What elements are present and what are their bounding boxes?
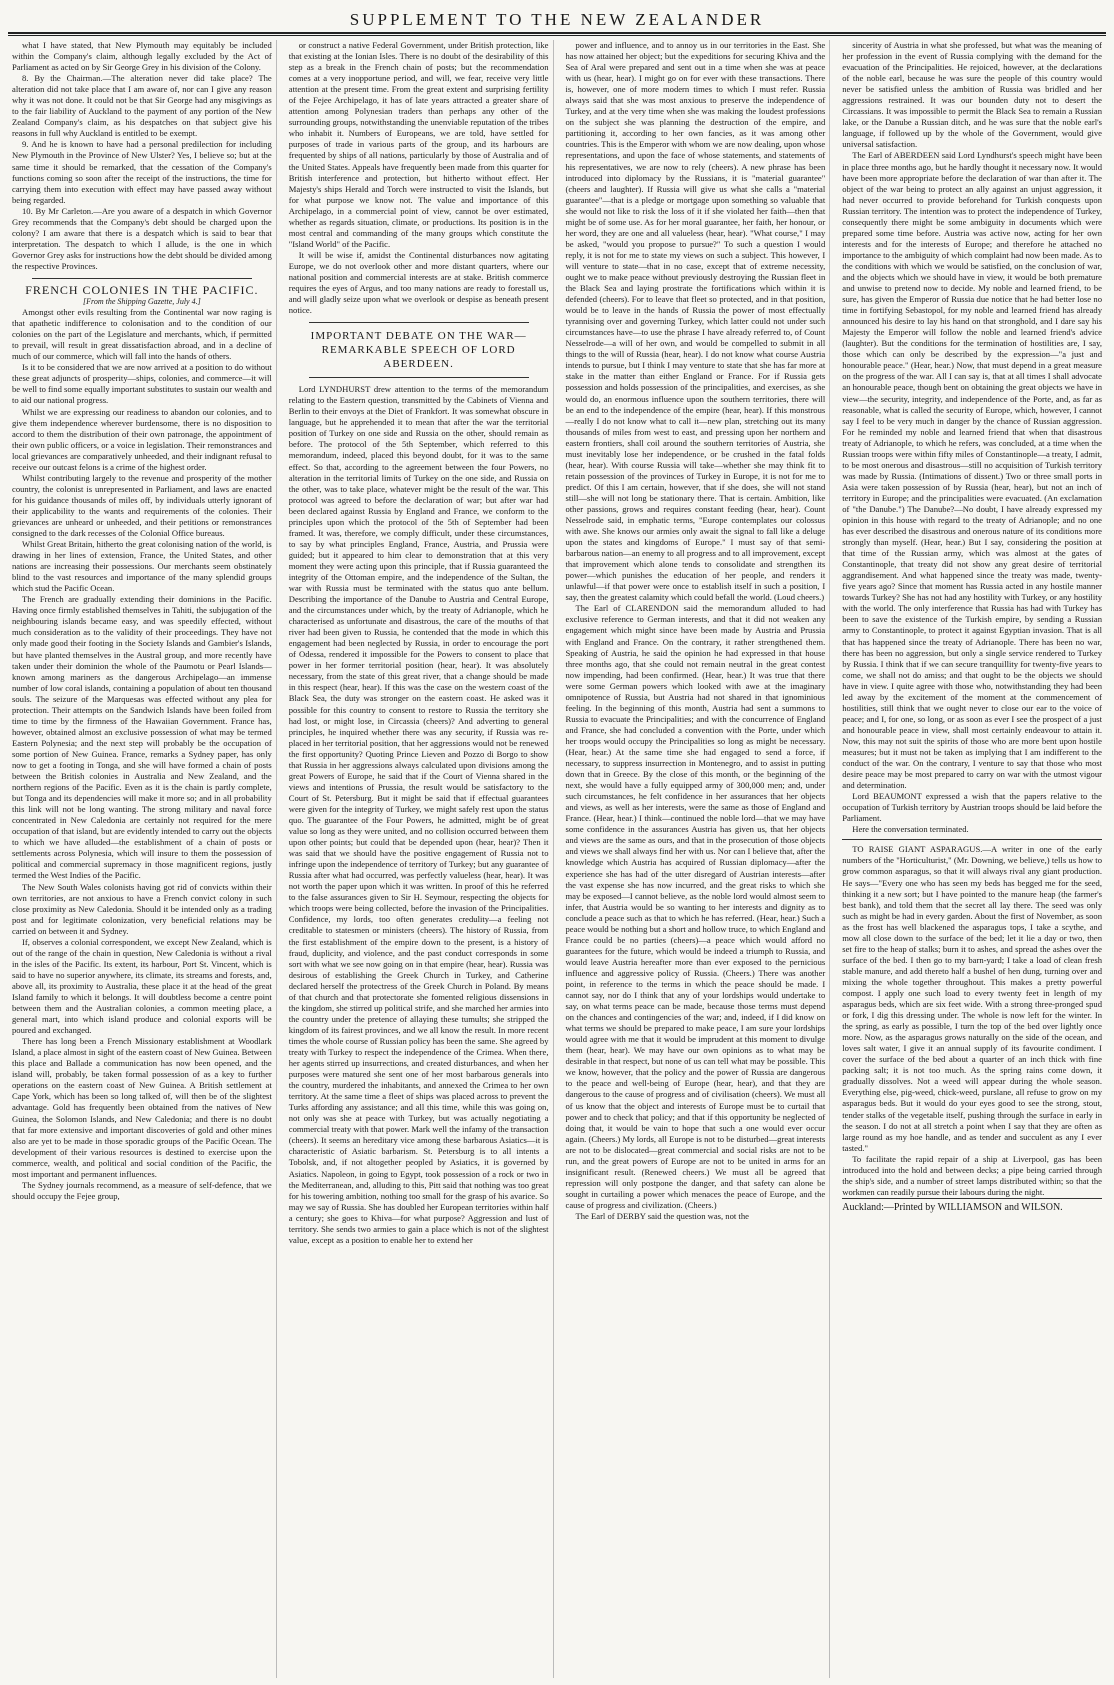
- paragraph: The Earl of CLARENDON said the memorandum alluded to had exclusive reference to German interests, and that it did not weaken any engagement which might since have been made by Austria and Prussia with England and France. On the contrary, it rather strengthened them. Speaking of Austria, he said the opinion he had expressed in that house three months ago, that she could not remain neutral in the great contest now impending, had been confirmed. (Hear, hear.) It was true that there were some German powers which looked with awe at the imaginary omnipotence of Russia, but Austria had not shared in that ignominious feeling. In the beginning of this month, Austria had sent a summons to Russia to evacuate the Principalities; and with the concurrence of England and France, she had concluded a convention with the Porte, under which her troops would occupy the Principalities so long as might be necessary. (Hear, hear.) At the same time she had engaged to send a force, if necessary, to suppress insurrection in Montenegro, and to assist in putting down that in Greece. By the close of this month, or the beginning of the next, she would have a fully equipped army of 300,000 men; and, under such circumstances, he felt confidence in her assurances that her objects and views, as well as her interests, were the same as those of England and France. (Hear, hear.) I think—continued the noble lord—that we may have some confidence in the assurances Austria has given us, that her objects and views are the same as ours, and that in the prosecution of those objects and views we shall always find her with us. Nor can I believe that, after the knowledge which Austria has acquired of Russian diplomacy—after the experience she has had of the utter disregard of Austrian interests—after the vast expense she has now incurred, and the great risks to which she may be exposed—I cannot believe, as the noble lord would almost seem to infer, that Austria would be so wanting to her interests and dignity as to conclude a peace such as that to which he has referred. (Hear, hear.) Such a peace would be nothing but a short and hollow truce, to which England and France could be no parties (cheers)—a peace which would afford no guarantees for the future, which would be indeed a triumph to Russia, and would leave Austria hereafter more than ever exposed to the pernicious influence and aggressive policy of Russia. (Cheers.) There was another point, in reference to the terms in which the peace should be made. I cannot say, nor do I think that any of your lordships would undertake to say, on what terms peace can be made, because those terms must depend on the chances and contingencies of the war; and, indeed, if I did know on what terms we should be prepared to make peace, I am sure your lordships would agree with me that it would be imprudent at this moment to divulge them (hear, hear). We may have our own opinions as to what may be desirable in that respect, but none of us can tell what may be possible. This we know, however, that the policy and the power of Russia are dangerous to the peace and well-being of Europe (hear, hear), and that they are dangerous to the cause of progress and of civilisation (cheers). We must all of us know that the object and interests of Europe must be to curtail that power and to check that policy; and that if this opportunity be neglected of doing that, it would be vain to hope that such a one would ever occur again. (Cheers.) My lords, all Europe is not to be disturbed—great interests are not to be dislocated—great commercial and social risks are not to be run, and the great powers of Europe are not to be united in arms for an insignificant result. (Renewed cheers.) We must all be agreed that repression will only postpone the danger, and that safety can alone be sought in curtailing a power which menaces the peace of Europe, and the cause of progress and civilization. (Cheers.): [565, 603, 826, 1210]
- section-divider: [309, 377, 529, 378]
- paragraph: Here the conversation terminated.: [852, 824, 969, 835]
- columns: [8, 40, 1106, 1678]
- paragraph: sincerity of Austria in what she professed, but what was the meaning of her profession in the event of Russia complying with the demand for the evacuation of the Principalities. He rejoiced, however, at the declarations of the noble earl, because he was sure the people of this country would never be satisfied unless the ambition of Russia was bridled and her aggressions restrained. It was our bounden duty not to desert the Circassians. It was impossible to permit the Black Sea to remain a Russian lake, or the Danube a Russian ditch, and he was sure that the noble earl's language, if followed up by the whole of the Government, would give universal satisfaction.: [842, 40, 1102, 150]
- column-4: [838, 40, 1106, 1678]
- masthead-rule: [8, 32, 1106, 34]
- section-divider: [842, 839, 1102, 840]
- section-divider: [32, 278, 252, 279]
- article-headline-debate: IMPORTANT DEBATE ON THE WAR—REMARKABLE SPEECH OF LORD ABERDEEN.: [310, 330, 527, 371]
- paragraph: Lord LYNDHURST drew attention to the terms of the memorandum relating to the Eastern question, transmitted by the Cabinets of Vienna and Berlin to their envoys at the Diet of Frankfort. It was somewhat obscure in language, but he apprehended it to mean that after the war the territorial position of Turkey on one side and Russia on the other, should remain as before. The protocol of the 5th September, which referred to this memorandum, indeed, placed this beyond doubt, for it was to the same effect. So that, according to the agreement between the four Powers, no alteration in the territorial limits of Turkey on the one side, and Russia on the other, was to take place, whatever might be the result of the war. This protocol was agreed to before the declaration of war; but after war had been declared against Russia by England and France, we conform to the principles upon which the protocol of the 5th of September had been framed. It was, therefore, we comply difficult, under these circumstances, to say by what principles England, France, Austria, and Prussia were guided; but it appeared to him clear to demonstration that at this very moment they were acting upon this principle, that if Russia guaranteed the integrity of the Ottoman empire, and the independence of the Sultan, the war with Russia must be terminated with the status quo ante bellum. Describing the importance of the Danube to Austria and Central Europe, and the circumstances under which, by the treaty of Adrianople, which he characterised as unfortunate and disastrous, the care of the mouths of that river had been given to Russia, he contended that the mode in which this engagement had been neglected by Russia, in order to encourage the port of Odessa, rendered it impossible for the Powers to consent to place that power in her former territorial position (hear, hear). It was absolutely necessary, from the state of this great river, that a change should be made in this respect (hear, hear). If this was the case on the western coast of the Black Sea, the duty was stronger on the eastern coast. He asked was it possible for this country to consent to restore to Russia the territory she had lost, or might lose, in Circassia (cheers)? And adverting to general principles, he inquired whether there was any security, if Russia was re-placed in her territorial position, that her aggressions would not be renewed the first opportunity? Quoting Prince Lieven and Pozzo di Borgo to show that Russia in her aggressions always calculated upon divisions among the great Powers of Europe, he said that if the Court of Vienna shared in the views and intentions of Prussia, the result would be satisfactory to the Court of St. Petersburg. But it might be said that if effectual guarantees were given for the integrity of Turkey, we might safely rest upon the status quo. The guarantee of the Four Powers, he admitted, might be of great value so long as they were united, and no collision occurred between them upon other points; but could that be depended upon (hear, hear)? Then it was said that we should have the positive engagement of Russia not to infringe upon the independence of territory of Turkey; but any guarantee of Russia after what had occurred, was perfectly valueless (hear, hear). It was not worth the paper upon which it was written. In proof of this he referred to the false assurances given to Sir H. Seymour, respecting the objects for which troops were being collected, before the invasion of the Principalities. Confidence, my lords, too often generates credulity—a feeling not creditable to statesmen or ministers (cheers). The history of Russia, from the first establishment of the empire down to the present, is a history of fraud, duplicity, and violence, and the past conduct corresponds in some sort with what we see now going on in that empire (hear, hear). Russia was desirous of establishing the Greek Church in Turkey, and Catherine declared herself the protectress of the Greek Church in Poland. By means of that church and that protectorate she fomented religious dissensions in the kingdom, she stirred up political strife, and she marched her armies into the country under the pretence of allaying these tumults; she stripped the kingdom of its fairest provinces, and we all know the result. In more recent times the whole course of Russian policy has been the same. She agreed by treaty with Turkey to respect the independence of the Crimea. When there, her agents stirred up insurrections, and created disturbances, and when her purposes were matured she sent one of her most barbarous generals into the country, murdered the inhabitants, and annexed the Crimea to her own territory. At the same time a fleet of ships was placed across to prevent the Turks affording any assistance; and all this time, while this was going on, not only was she at peace with Turkey, but was actually negotiating a commercial treaty with that power. Mark well the infamy of the transaction (cheers). It seems an hereditary vice among these barbarous Asiatics—it is characteristic of Asiatic barbarism. St. Petersburg is to all intents a Tobolsk, and, if not altogether peopled by Asiatics, it is governed by Asiatics. Napoleon, in going to Egypt, took possession of a rock or two in the Mediterranean, and, alluding to this, Pitt said that nothing was too great for his towering ambition, nothing too small for the grasp of his avarice. So may we say of Russia. She has doubled her European territories within half a century; she goes to Khiva—for what purpose? Aggression and lust of territory. She sends two armies to gain a place which is not of the slightest value, except as a position to enable her to extend her: [288, 384, 549, 1245]
- masthead-rule-thin: [8, 35, 1106, 36]
- masthead: SUPPLEMENT TO THE NEW ZEALANDER: [349, 10, 765, 29]
- paragraph: Whilst Great Britain, hitherto the great colonising nation of the world, is drawing in her lines of extension, France, the United States, and other nations are increasing their possessions. Our merchants seem obstinately blind to the vast resources and importance of the many splendid groups which stud the Pacific Ocean.: [12, 539, 272, 594]
- section-divider: [309, 322, 529, 323]
- paragraph: 8. By the Chairman.—The alteration never did take place? The alteration did not take place that I am aware of, nor can I give any reason why it was not done. It could not be that Sir George had any misgivings as to the fair liability of Auckland to the payment of any portion of the New Zealand Company's claim, as his despatches on that subject give his reasons in full why Auckland is entitled to be exempt.: [12, 73, 272, 139]
- paragraph: 9. And he is known to have had a personal predilection for including New Plymouth in the Province of New Ulster? Yes, I believe so; but at the same time it should be remarked, that the cessation of the Company's functions coming so soon after the receipt of the instructions, the time for carrying them into execution with effect may have passed away without being regarded.: [12, 139, 272, 205]
- paragraph: power and influence, and to annoy us in our territories in the East. She has now attained her object; but the expeditions for securing Khiva and the Sea of Aral were prepared and sent out in a time when she was at peace with us (hear, hear). I might go on for ever with these transactions. There is, however, one of more modern times to which I must refer. Russia always said that she was most anxious to preserve the independence of Turkey, and at the very time when she was making the loudest professions on the subject she was planning the destruction of the empire, and partitioning it, according to her own fancies, as it was among other countries. This is the Emperor with whom we are now dealing, upon whose representations, and upon the face of whose statements, and statements of his representatives, we are now to rely (cheers). A new phrase has been introduced into diplomacy by the Russians, it is "material guarantee" (cheers and laughter). If Russia will give us what she calls a "material guarantee"—that is a pledge or mortgage upon something so valuable that she would not like to risk the loss of it if she violated her faith—then that might be of some use. As for her moral guarantee, her faith, her honour, or her word, they are one and all valueless (hear, hear). "What course," I may be asked, "would you propose to pursue?" To such a question I would reply, it is not for me to state my views on such a subject. This however, I will venture to state—that in no case, except that of extreme necessity, ought we to make peace without previously destroying the Russian fleet in the Black Sea and laying prostrate the fortifications which within it is defended (cheers). For to leave that fleet so protected, and in that position, would be to leave in the hands of Russia the power of most effectually tyrannising over and governing Turkey, which latter could not under such circumstances have—to use the phrase I have already referred to, of Count Nesselrode—a will of her own, and would be compelled to submit in all things to the will of Russia (hear, hear). I do not know what course Austria intends to pursue, but I think I may venture to state that she has far more at stake in the matter than either England or France. For if Russia gets possession and holds possession of the principalities, and exercises, as she would do, an enormous influence upon the southern territories, there will be an end to the independence of the empire (hear, hear). If this monstrous—really I do not know what to call it—new plan, stretching out its many thousands of miles from west to east, and pressing upon her northern and eastern frontiers, shall coil around the southern territories of Austria, she must inevitably lose her independence, or be crushed in the fatal folds (hear, hear). With course Russia will take—whether she may think fit to retain possession of the provinces of Turkey in Europe, it is not for me to predict. Of this I am certain, however, that if she does, she will not stand still—she will not long be stationary there. That is certain. Ambition, like other passions, grows and requires constant feeding (hear, hear). Count Nesselrode said, in emphatic terms, "Europe contemplates our colossus with awe. She knows our armies only await the signal to fall like a deluge upon the states and kingdoms of Europe." I must say of that semi-barbarous nation—an enemy to all progress and to all improvement, except that improvement which alone tends to consolidate and strengthen its power—which punishes the education of her people, and renders it unlawful—if that power were once to establish itself in such a position, I say, then the greatest calamity which could befall the world. (Loud cheers.): [565, 40, 826, 603]
- paragraph: Whilst we are expressing our readiness to abandon our colonies, and to give them independence wherever burdensome, there is no disposition to accord to them the distribution of their own patronage, the appointment of their own public officers, or a voice in legislation. Their remonstrances and local grievances are comparatively unheeded, and their indignant refusal to receive our outcast felons is a crime of the highest order.: [12, 406, 272, 472]
- article-source: [From the Shipping Gazette, July 4.]: [83, 297, 201, 307]
- paragraph: The Earl of ABERDEEN said Lord Lyndhurst's speech might have been in place three months ago, but he hardly thought it necessary now. It would have been more appropriate before the declaration of war than after it. The object of the war being to protect an ally against an unjust aggression, it had never occurred to provide beforehand for Turkish conquests upon Russian territory. The intention was to protect the independence of Turkey, consequently there might be some ambiguity in documents which were prepared some time before. Austria was active now, acting for her own interests and for the interests of Europe; and therefore he attached no importance to the ambiguity of which complaint had now been made. As to the conditions with which we would be satisfied, on the conclusion of war, and the objects which we should have in view, it would be both premature and unwise to pretend now to decide. My noble and learned friend, to be sure, has given the Emperor of Russia due notice that he had better lose no time in fortifying Sebastopol, for my noble and learned friend has already announced his desire to lay his hand on that stronghold, and I dare say his Majesty the Emperor will follow the noble and learned friend's advice (laughter). But the conditions for the termination of hostilities are, I say, those which can only be described by the expression—"a just and honourable peace." (Hear, hear.) Now, that must depend in a great measure on the progress of the war. All I can say is, that at all times I shall advocate an honourable peace, though bent on obtaining the great objects we have in view—the security, integrity, and independence of the Porte, and, as far as reasonable, what is called the security of Europe, which, however, I cannot say I feel to be very much in danger by the chance of Russian aggression. For he reminded my noble and learned friend that when that disastrous treaty of Adrianople, to which he refers, was concluded, at a time when the Russian troops were within fifty miles of Constantinople—a treaty, I admit, to be most onerous and disastrous—still no acquisition of Turkish territory was made by Russia. (Intimations of dissent.) Two or three small ports in Asia were taken possession of by Russia (hear, hear), but not an inch of territory in Europe; and the principalities were evacuated. (An exclamation of "the Danube.") The Danube?—No doubt, I have already expressed my opinion in this house with regard to the treaty of Adrianople; and no one has ever described the disastrous and onerous nature of its conditions more strongly than myself. (Hear, hear.) But I say, considering the position at that time of the Russian army, which was almost at the gates of Constantinople, that treaty did not show any great desire of territorial aggrandisement. And what happened since the treaty was made, twenty-five years ago? Since that moment has Russia acted in any hostile manner towards Turkey? She has not had any hostility with Turkey, or any hostility with the world. The only interference that Russia has had with Turkey has been to save the existence of the Turkish empire, by sending a Russian army to Constantinople, to protect it against Egyptian invasion. That is all that has happened since the treaty of Adrianople. There has been no war, there has been no aggression, but only a single service rendered to Turkey by Russia. I think that if we can secure tranquillity for twenty-five years to come, we shall not do amiss; and that ought to be the objects we should have in view. I quite agree with those who, notwithstanding they had been led away by the excitement of the moment at the commencement of hostilities, still think that we ought never to close our ear to the voice of peace; and I, for one, so long, or as soon as ever I see the prospect of a just and honourable peace in view, shall most certainly endeavour to attain it. Now, this may not suit the spirits of those who are more bent upon hostile measures; but it must not be taken as implying that I am indifferent to the conduct of the war. On the contrary, I venture to say that those who most desire peace may be most prepared to carry on war with the utmost vigour and determination.: [842, 150, 1102, 791]
- paragraph: The French are gradually extending their dominions in the Pacific. Having once firmly established themselves in Tahiti, the subjugation of the neighbouring islands became easy, and was speedily effected, without much consideration as to the validity of their proceedings. They have not only made good their footing in the Society Islands and Gambier's Islands, but have planted themselves in the Austral group, and more recently have taken under their dominion the whole of the Paumotu or Pearl Islands—known among mariners as the dangerous Archipelago—an immense number of low coral islands, containing a population of about ten thousand souls. The seizure of the Marquesas was effected without any plea for protection. Their attempts on the Sandwich Islands have been foiled from time to time by the firmness of the Hawaiian Government. France has, however, obtained almost an exclusive possession of what may be termed Eastern Polynesia; and the next step will probably be the occupation of some portion of New Guinea. France, remarks a Sydney paper, has only now to get a footing in Tonga, and she will have formed a chain of posts between the British colonies in Australia and New Zealand, and the northern regions of the Pacific. Even as it is the chain is partly complete, but Tonga and its dependencies will make it more so; and in all probability this link will not be long wanting. The strong military and naval force concentrated in New Caledonia are certainly not required for the mere occupation of that island, but are evidently intended to carry out the objects to which we have alluded—the establishment of a chain of posts or settlements across Polynesia, which will insure to them the possession of political and commercial supremacy in those magnificent regions, justly termed the West Indies of the Pacific.: [12, 594, 272, 881]
- paragraph: Amongst other evils resulting from the Continental war now raging is that apathetic indifference to colonisation and to the condition of our colonies on the part of the Legislature and merchants, which, if permitted to prevail, will result in great dissatisfaction abroad, and in a decline of much of our commerce, which will fall into the hands of others.: [12, 307, 272, 362]
- paragraph: what I have stated, that New Plymouth may equitably be included within the Company's claim, although legally excluded by the Act of Parliament as acted on by Sir George Grey in his division of the Colony.: [12, 40, 272, 73]
- paragraph: The New South Wales colonists having got rid of convicts within their own territories, are not anxious to have a French convict colony in such close proximity as New Caledonia. Should it be intended only as a trading post and for legitimate colonization, very beneficial relations may be carried on between it and Sydney.: [12, 881, 272, 936]
- paragraph: Whilst contributing largely to the revenue and prosperity of the mother country, the colonist is unrepresented in Parliament, and laws are enacted for his guidance thousands of miles off, by individuals utterly ignorant of their applicability to the wants and requirements of the colonies. Their grievances are unheard or unheeded, and their petitions or remonstrances consigned to the dark recesses of the Colonial Office bureaus.: [12, 472, 272, 539]
- paragraph: There has long been a French Missionary establishment at Woodlark Island, a place almost in sight of the eastern coast of New Guinea. Between this place and Ballade a communication has now been opened, and the island will, probably, be taken formal possession of as a key to further operations on the eastern coast of New Guinea. A British settlement at Cape York, which has been so long talked of, will then be of the slightest advantage. Gold has frequently been obtained from the natives of New Guinea, the Solomon Islands, and New Caledonia; and there is no doubt that far more extensive and important discoveries of gold and other mines also are yet to be made in those sporadic groups of the Pacific Ocean. The development of their various resources is destined to exercise upon the commerce, wealth, and political and social condition of the Pacific, the most important and permanent influences.: [12, 1036, 272, 1179]
- paragraph: If, observes a colonial correspondent, we except New Zealand, which is out of the range of the chain in question, New Caledonia is without a rival in the isles of the Pacific. Its extent, its harbour, Port St. Vincent, which is said to have no superior anywhere, its climate, its streams and forests, and, above all, its proximity to Australia, these place it at the head of the great Island family to which it belongs. It will doubtless become a centre point between them and the Australian colonies, a common meeting place, a general mart, into which island produce and colonial exports will be poured and exchanged.: [12, 936, 272, 1036]
- paragraph: Lord BEAUMONT expressed a wish that the papers relative to the occupation of Turkish territory by Austrian troops should be laid before the Parliament.: [842, 791, 1102, 824]
- column-1: [8, 40, 277, 1678]
- printer-imprint: Auckland:—Printed by WILLIAMSON and WILSON.: [842, 1198, 1102, 1213]
- paragraph: or construct a native Federal Government, under British protection, like that existing at the Ionian Isles. There is no doubt of the desirability of this step as a break in the French chain of posts; but the recommendation comes at a very inopportune period, and will, we fear, receive very little attention at the present time. From the great extent and surprising fertility of the Fejee Archipelago, it has of late years attracted a greater share of attention among Polynesian traders than perhaps any other of the surrounding groups, notwithstanding the unenviable reputation of the tribes who inhabit it. Numbers of Europeans, we are told, have settled for purposes of trade in various parts of the group, and its harbours are frequented by ships of all nations, particularly by those of Australia and of the United States. Appeals have frequently been made from this quarter for British interference and protection, but hitherto without effect. Her Majesty's ships Herald and Torch were instructed to visit the Islands, but for what purpose we know not. The value and importance of this Archipelago, in a commercial point of view, cannot be over estimated, whether as regards situation, climate, or productions. Its position is in the most central and commanding of the many groups which constitute the "Island World" of the Pacific.: [288, 40, 549, 249]
- article-headline-french-colonies: FRENCH COLONIES IN THE PACIFIC.: [25, 282, 259, 297]
- column-2: [285, 40, 554, 1678]
- paragraph: Is it to be considered that we are now arrived at a position to do without these great adjuncts of prosperity—ships, colonies, and commerce—it will be well to find some equally important substitutes to sustain our wealth and to aid our national progress.: [12, 362, 272, 406]
- paragraph: 10. By Mr Carleton.—Are you aware of a despatch in which Governor Grey recommends that the Company's debt should be charged upon the colony? I am aware that there is a despatch which is said to bear that interpretation. The despatch to which I allude, is the one in which Governor Grey asks for instructions how the debt should be divided among the respective Provinces.: [12, 205, 272, 271]
- paragraph: The Earl of DERBY said the question was, not the: [575, 1210, 749, 1221]
- paragraph: To facilitate the rapid repair of a ship at Liverpool, gas has been introduced into the hold and between decks; a pipe being carried through the ship's side, and a number of street lamps distributed within; so that the workmen can readily pursue their labours during the night.: [842, 1153, 1102, 1197]
- paragraph: The Sydney journals recommend, as a measure of self-defence, that we should occupy the Fejee group,: [12, 1179, 272, 1201]
- paragraph: It will be wise if, amidst the Continental disturbances now agitating Europe, we do not overlook other and more distant quarters, where our national position and commercial interests are at stake. British commerce requires the eyes of Argus, and too many nations are ready to forestall us, and will gladly seize upon what we overlook or despise as beneath present notice.: [288, 249, 549, 316]
- column-3: [562, 40, 831, 1678]
- paragraph-asparagus: TO RAISE GIANT ASPARAGUS.—A writer in one of the early numbers of the "Horticulturist," (Mr. Downing, we believe,) tells us how to grow common asparagus, so that it will always rival any giant production. He says—"Every one who has seen my beds has begged me for the seed, thinking it a new sort; but I have pointed to the manure heap (the farmer's best bank), and told them that the secret all lay there. The seed was only such as might be had in every garden. About the first of November, as soon as the frost has well blackened the asparagus tops, I take a scythe, and mow all close down to the surface of the bed; let it lie a day or two, then set fire to the heap of stalks; burn it to ashes, and spread the ashes over the surface of the bed. I then go to my barn-yard; I take a load of clean fresh stable manure, and add thereto half a bushel of hen dung, turning over and mixing the whole together throughout. This makes a pretty powerful compost. I apply one such load to every twenty feet in length of my asparagus beds, which are six feet wide. With a strong three-pronged spud or fork, I dig this dressing under. The whole is now left for the winter. In the spring, as early as possible, I turn the top of the bed over lightly once more. Now, as the asparagus grows naturally on the side of the ocean, and loves salt water, I give it an annual supply of its favourite condiment. I cover the surface of the bed about a quarter of an inch thick with fine packing salt; it is not too much. As the spring rains come down, it gradually dissolves. Not a weed will appear during the whole season. Everything else, pig-weed, chick-weed, purslane, all refuse to grow on my asparagus beds. But it would do your eyes good to see the strong, stout, tender stalks of the vegetable itself, pushing through the surface in early in the season. I do not at all stretch a point when I say that they are often as large round as my hoe handle, and as tender and succulent as any I ever tasted.": [842, 844, 1102, 1153]
